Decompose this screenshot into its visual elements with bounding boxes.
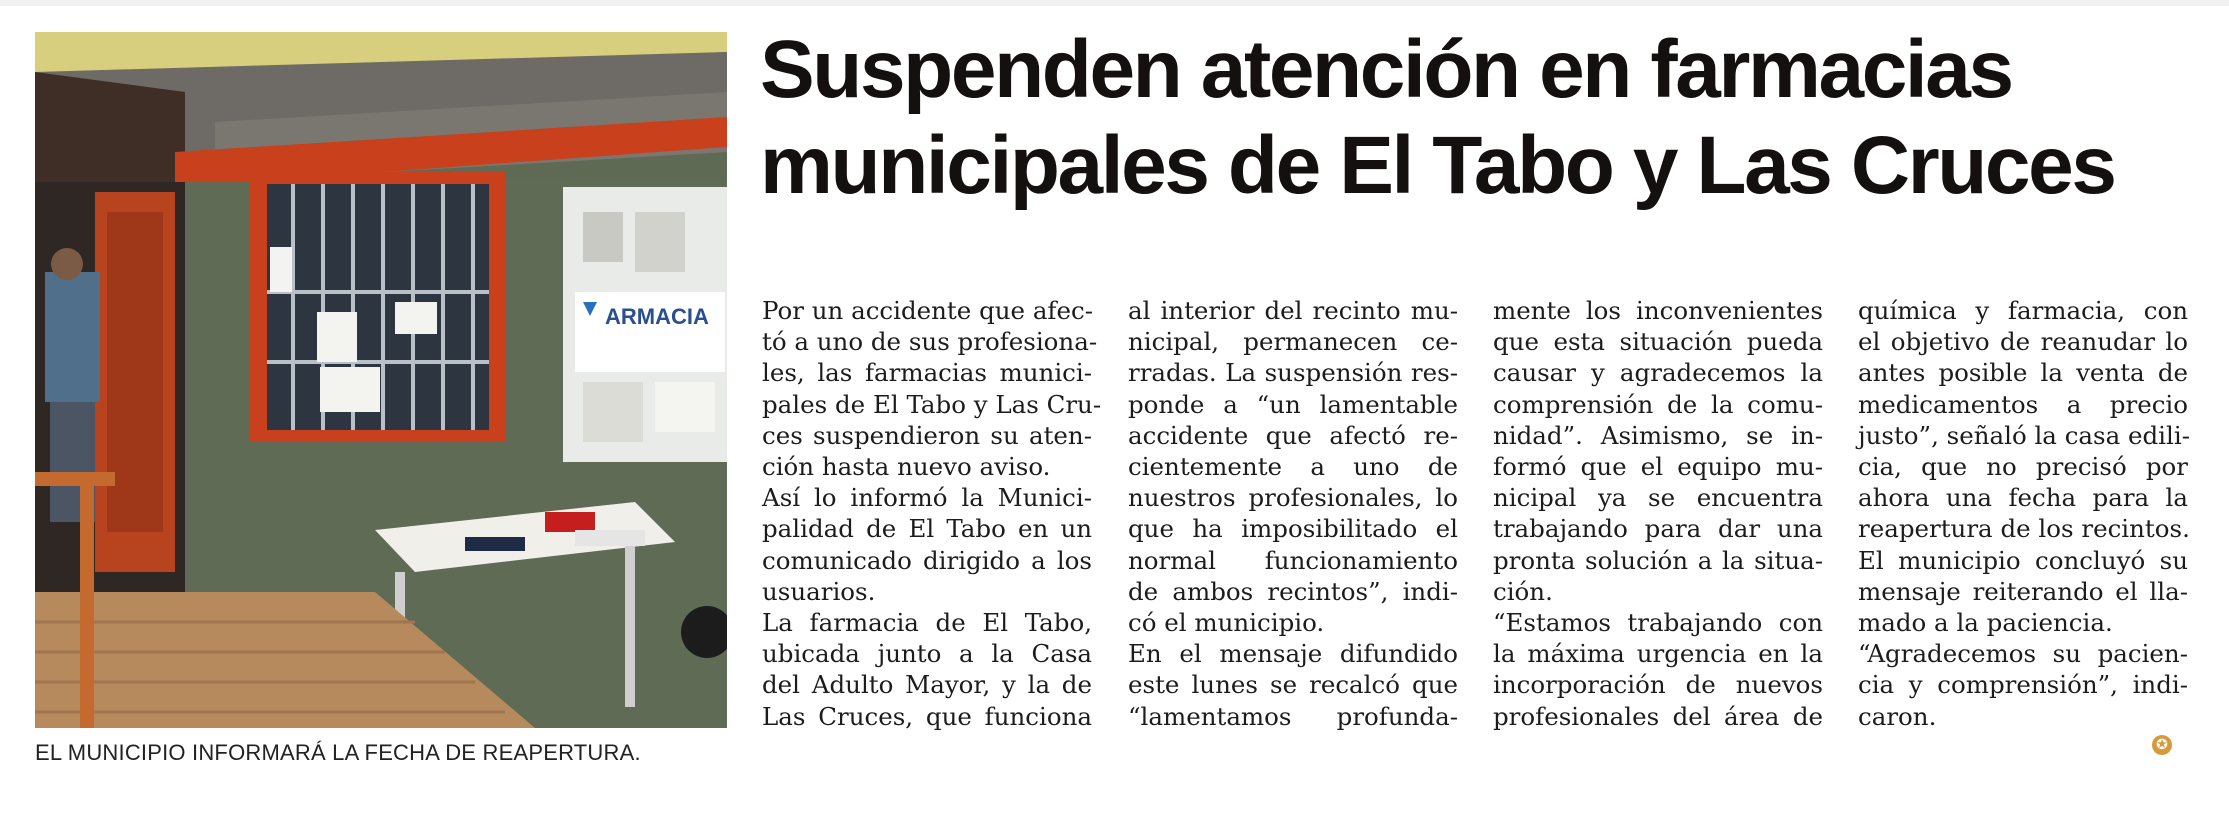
article-line: la máxima urgencia en la (1493, 639, 1823, 669)
article-line: “Estamos trabajando con (1493, 608, 1823, 638)
article-line: cia, que no precisó por (1858, 452, 2188, 482)
article-line: Así lo informó la Munici- (762, 483, 1092, 513)
article-line: incorporación de nuevos (1493, 670, 1823, 700)
article-line: Por un accidente que afec- (762, 296, 1093, 325)
article-line: nicipal, permanecen ce- (1128, 327, 1458, 357)
top-rule (0, 0, 2229, 6)
article-line: ahora una fecha para la (1858, 483, 2188, 513)
article-line: pales de El Tabo y Las Cru- (762, 389, 1102, 419)
article-line: causar y agradecemos la (1493, 358, 1823, 388)
article-column-4 (1858, 295, 2188, 732)
article-line: antes posible la venta de (1858, 358, 2188, 388)
article-line: formó que el equipo mu- (1493, 452, 1823, 482)
article-line: de ambos recintos”, indi- (1128, 576, 1458, 606)
article-line: que ha imposibilitado el (1128, 514, 1458, 544)
photo-caption: EL MUNICIPIO INFORMARÁ LA FECHA DE REAPERTURA. (35, 740, 641, 765)
article-line: “Agradecemos su pacien- (1858, 639, 2188, 669)
article-line: este lunes se recalcó que (1128, 670, 1458, 700)
article-line: accidente que afectó re- (1128, 420, 1458, 450)
article-line: del Adulto Mayor, y la de (762, 670, 1092, 700)
article-line: profesionales del área de (1493, 701, 1823, 731)
headline (760, 22, 2200, 214)
article-line: En el mensaje difundido (1128, 639, 1458, 669)
article-line: El municipio concluyó su (1858, 545, 2188, 575)
article-line: usuarios. (762, 576, 876, 606)
headline-line-2: municipales de El Tabo y Las Cruces (760, 120, 2115, 211)
article-line: nidad”. Asimismo, se in- (1493, 420, 1823, 450)
headline-line-1: Suspenden atención en farmacias (760, 24, 2012, 115)
article-column-2 (1128, 295, 1458, 732)
article-line: trabajando para dar una (1493, 514, 1823, 544)
article-line: cia y comprensión”, indi- (1858, 670, 2188, 700)
article-line: ción hasta nuevo aviso. (762, 452, 1051, 482)
article-line: comunicado dirigido a los (762, 545, 1092, 575)
article-column-1 (762, 295, 1102, 732)
article-line: al interior del recinto mu- (1128, 296, 1458, 325)
article-line: ponde a “un lamentable (1128, 389, 1458, 419)
article-line: ción. (1493, 576, 1553, 606)
article-line: Las Cruces, que funciona (762, 701, 1092, 731)
article-line: ubicada junto a la Casa (762, 639, 1092, 669)
article-line: les, las farmacias munici- (762, 358, 1092, 388)
article-end-mark-icon: ✪ (2152, 735, 2172, 755)
article-line: cientemente a uno de (1128, 452, 1458, 482)
pharmacy-sign-text: ARMACIA (605, 304, 709, 329)
article-line: tó a uno de sus profesiona- (762, 327, 1098, 357)
article-line: rradas. La suspensión res- (1128, 358, 1458, 388)
article-line: mado a la paciencia. (1858, 608, 2113, 638)
article-line: La farmacia de El Tabo, (762, 608, 1092, 638)
article-line: ces suspendieron su aten- (762, 420, 1092, 450)
article-line: medicamentos a precio (1858, 389, 2188, 419)
article-line: química y farmacia, con (1858, 296, 2188, 325)
article-column-3 (1493, 295, 1823, 732)
article-line: mensaje reiterando el lla- (1858, 576, 2188, 606)
article-line: comprensión de la comu- (1493, 389, 1823, 419)
article-line: mente los inconvenientes (1493, 296, 1823, 325)
article-line: nicipal ya se encuentra (1493, 483, 1823, 513)
article-line: pronta solución a la situa- (1493, 545, 1823, 575)
article-line: normal funcionamiento (1128, 545, 1458, 575)
article-line: có el municipio. (1128, 608, 1325, 638)
article-line: que esta situación pueda (1493, 327, 1823, 357)
article-line: reapertura de los recintos. (1858, 514, 2190, 544)
article-line: nuestros profesionales, lo (1128, 483, 1458, 513)
article-line: caron. (1858, 701, 1937, 731)
article-line: “lamentamos profunda- (1128, 701, 1458, 731)
article-line: justo”, señaló la casa edili- (1858, 420, 2190, 450)
article-line: palidad de El Tabo en un (762, 514, 1092, 544)
article-line: el objetivo de reanudar lo (1858, 327, 2188, 357)
article-photo (35, 32, 727, 728)
